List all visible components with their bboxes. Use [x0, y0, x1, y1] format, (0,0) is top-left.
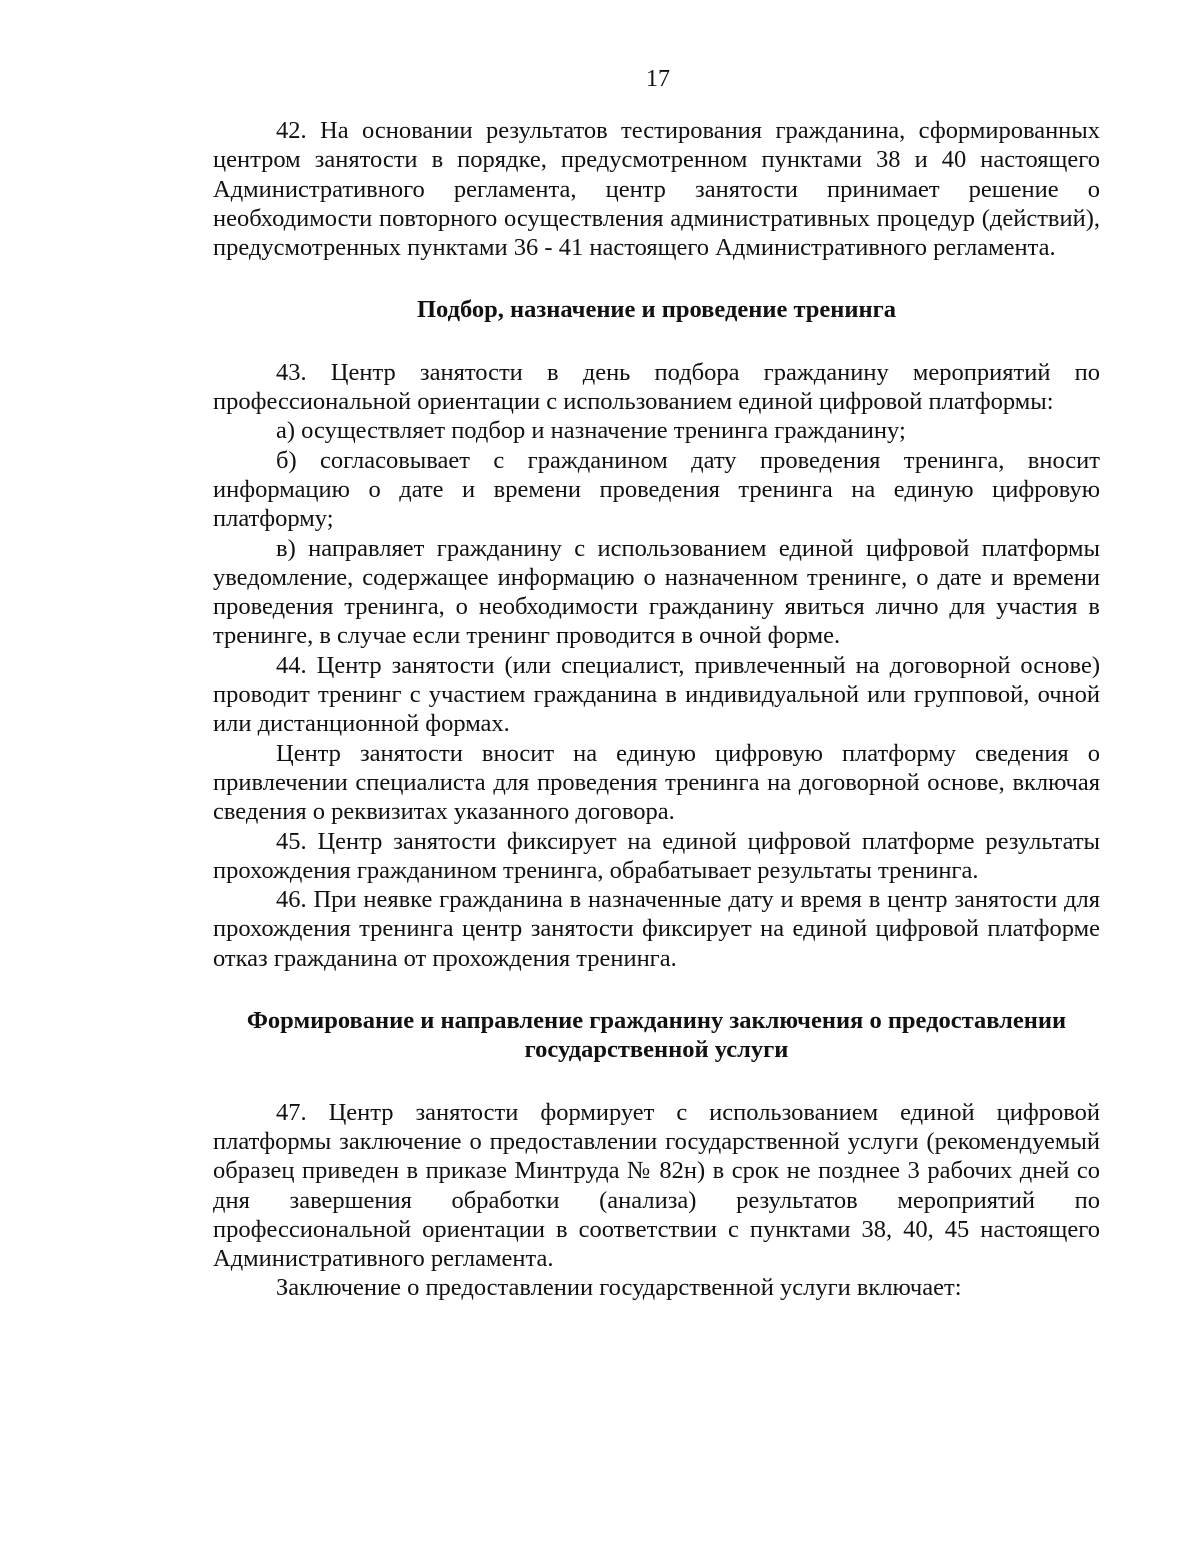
page-number: 17 [646, 66, 670, 92]
paragraph-43: 43. Центр занятости в день подбора гражданину мероприятий по профессиональной ориентации с использованием единой цифровой платформы: [213, 358, 1100, 416]
paragraph-43c: в) направляет гражданину с использованием единой цифровой платформы уведомление, содержащее информацию о назначенном тренинге, о дате и времени проведения тренинга, о необходимости гражданину явиться лично для участия в тренинге, в случае если тренинг проводится в очной форме. [213, 534, 1100, 650]
paragraph-46: 46. При неявке гражданина в назначенные дату и время в центр занятости для прохождения тренинга центр занятости фиксирует на единой цифровой платформе отказ гражданина от прохождения тренинга. [213, 886, 1100, 972]
section-heading-conclusion [213, 1006, 1100, 1065]
document-body [213, 116, 1100, 1303]
paragraph-44b: Центр занятости вносит на единую цифровую платформу сведения о привлечении специалиста для проведения тренинга на договорной основе, включая сведения о реквизитах указанного договора. [213, 739, 1100, 826]
paragraph-43a: а) осуществляет подбор и назначение тренинга гражданину; [276, 417, 906, 445]
paragraph-47b: Заключение о предоставлении государственной услуги включает: [276, 1274, 962, 1302]
paragraph-43b: б) согласовывает с гражданином дату проведения тренинга, вносит информацию о дате и времени проведения тренинга на единую цифровую платформу; [213, 446, 1100, 533]
paragraph-44: 44. Центр занятости (или специалист, привлеченный на договорной основе) проводит тренинг с участием гражданина в индивидуальной или групповой, очной или дистанционной формах. [213, 651, 1100, 738]
section-heading-conclusion-line2: государственной услуги [524, 1036, 789, 1064]
paragraph-47: 47. Центр занятости формирует с использованием единой цифровой платформы заключение о предоставлении государственной услуги (рекомендуемый образец приведен в приказе Минтруда № 82н) в срок не позднее 3 рабочих дней со дня завершения обработки (анализа) результатов мероприятий по профессиональной ориентации в соответствии с пунктами 38, 40, 45 настоящего Административного регламента. [213, 1098, 1100, 1273]
section-heading-training: Подбор, назначение и проведение тренинга [416, 296, 897, 324]
paragraph-42: 42. На основании результатов тестирования гражданина, сформированных центром занятости в порядке, предусмотренном пунктами 38 и 40 настоящего Административного регламента, центр занятости принимает решение о необходимости повторного осуществления административных процедур (действий), предусмотренных пунктами 36 - 41 настоящего Административного регламента. [213, 117, 1100, 262]
paragraph-45: 45. Центр занятости фиксирует на единой цифровой платформе результаты прохождения гражданином тренинга, обрабатывает результаты тренинга. [213, 827, 1100, 884]
section-heading-conclusion-line1: Формирование и направление гражданину заключения о предоставлении [246, 1007, 1067, 1035]
